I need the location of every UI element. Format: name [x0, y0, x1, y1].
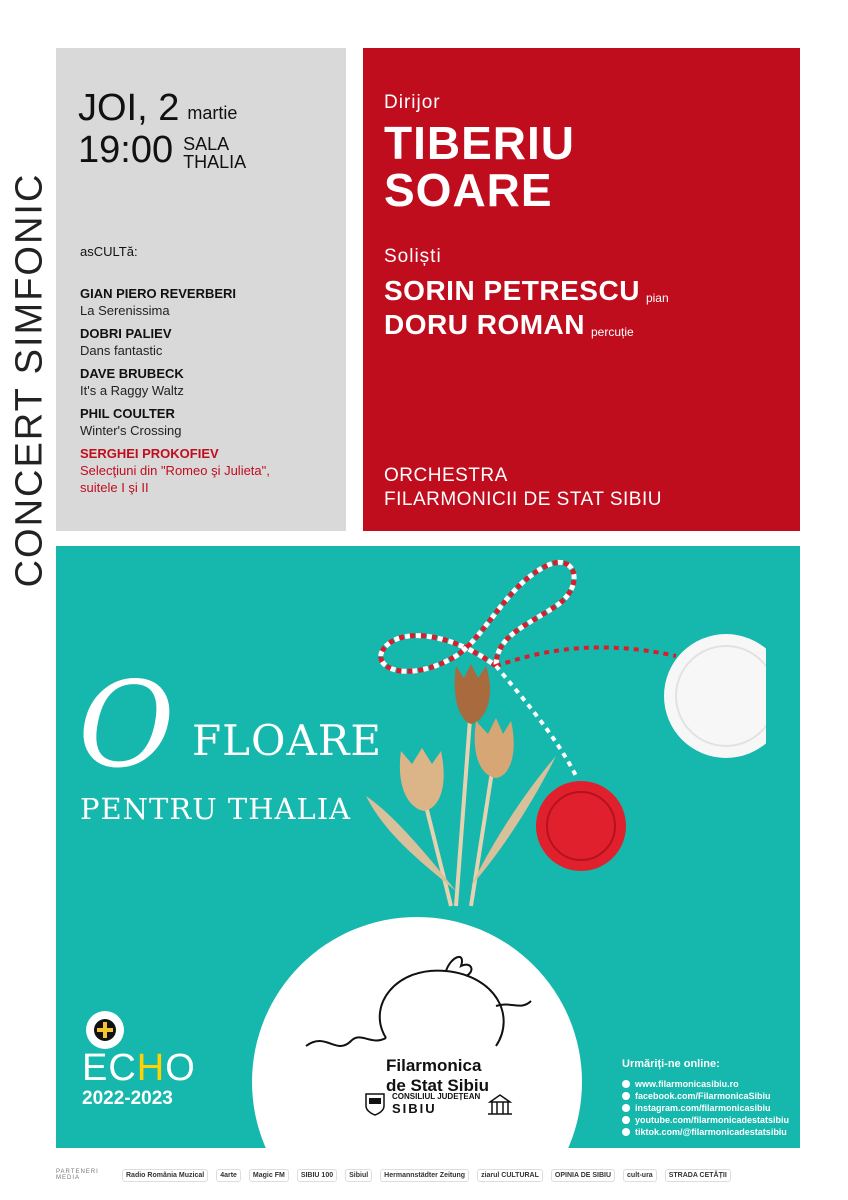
facebook-icon [622, 1092, 630, 1100]
partner-logo: 4arte [216, 1169, 241, 1182]
hero-panel [56, 546, 800, 1148]
media-partners [56, 1160, 800, 1190]
instagram-icon [622, 1104, 630, 1112]
logo-line2a: de Stat [386, 1076, 443, 1095]
work: It's a Raggy Waltz [80, 383, 184, 398]
season-echo [82, 1048, 196, 1110]
soloist-name: DORU ROMAN [384, 309, 585, 340]
composer: SERGHEI PROKOFIEV [80, 446, 219, 461]
conductor-name [384, 117, 575, 216]
program-heading: asCULTă: [80, 244, 138, 259]
filarmonica-logo-mark [296, 946, 536, 1066]
partner-logo: Radio România Muzical [122, 1169, 208, 1182]
echo-part-o: O [165, 1047, 196, 1089]
council-line2: SIBIU [392, 1101, 437, 1116]
venue-line2: THALIA [183, 152, 247, 172]
composer: DOBRI PALIEV [80, 326, 172, 341]
soloist [384, 310, 634, 340]
soloists-label: Soliști [384, 246, 442, 267]
work: Winter's Crossing [80, 423, 182, 438]
event-month: martie [187, 103, 238, 123]
soloist-instrument: percuție [591, 325, 634, 339]
partner-logo: Magic FM [249, 1169, 289, 1182]
vertical-title-text: CONCERT SIMFONIC [8, 172, 51, 588]
work: Selecţiuni din "Romeo şi Julieta", [80, 463, 270, 478]
council-building-icon [486, 1092, 514, 1116]
date-block [78, 88, 246, 171]
link-tiktok[interactable]: tiktok.com/@filarmonicadestatsibiu [622, 1126, 789, 1138]
council-line1: CONSILIUL JUDEȚEAN [392, 1092, 481, 1101]
program-item-highlight [80, 445, 340, 496]
link-website[interactable]: www.filarmonicasibiu.ro [622, 1078, 789, 1090]
title-subtitle: PENTRU THALIA [80, 792, 352, 826]
partner-logo: cult-ura [623, 1169, 657, 1182]
wooden-tulip [400, 748, 444, 811]
partner-logo: Sibiul [345, 1169, 372, 1182]
youtube-icon [622, 1116, 630, 1124]
wooden-leaf [366, 796, 456, 891]
composer: GIAN PIERO REVERBERI [80, 286, 237, 301]
event-time: 19:00 [78, 129, 174, 171]
program-item [80, 325, 340, 359]
soloist [384, 276, 669, 306]
online-links [622, 1058, 789, 1138]
orchestra-line2: FILARMONICII DE STAT SIBIU [384, 489, 662, 510]
red-yarn-ball [536, 781, 626, 871]
orchestra [384, 464, 662, 512]
program-item [80, 285, 340, 319]
composer: DAVE BRUBECK [80, 366, 184, 381]
performers-panel [363, 48, 800, 531]
conductor-first-name: TIBERIU [384, 117, 575, 169]
partner-logo: OPINIA DE SIBIU [551, 1169, 615, 1182]
partner-logo: Hermannstädter Zeitung [380, 1169, 469, 1182]
link-facebook[interactable]: facebook.com/FilarmonicaSibiu [622, 1090, 789, 1102]
globe-icon [622, 1080, 630, 1088]
partners-label: PARTENERI MEDIA [56, 1169, 99, 1181]
program-list [80, 285, 340, 502]
work-line2: suitele I şi II [80, 480, 149, 495]
link-instagram[interactable]: instagram.com/filarmonicasibiu [622, 1102, 789, 1114]
martisor-string-white [381, 562, 574, 671]
award-badge-icon [86, 1011, 124, 1049]
link-youtube[interactable]: youtube.com/filarmonicadestatsibiu [622, 1114, 789, 1126]
program-panel [56, 48, 346, 531]
logo-line1: Filarmonica [386, 1056, 482, 1075]
wooden-tulip [475, 718, 514, 778]
martisor-tulips-illustration [346, 546, 766, 926]
season-years: 2022-2023 [82, 1088, 173, 1109]
county-council-logo [364, 1092, 514, 1116]
partner-logo: STRADA CETĂȚII [665, 1169, 731, 1182]
partner-logo: SIBIU 100 [297, 1169, 337, 1182]
program-item [80, 405, 340, 439]
title-o: O [78, 656, 175, 794]
partner-logo: ziarul CULTURAL [477, 1169, 543, 1182]
work: La Serenissima [80, 303, 170, 318]
echo-part-h: H [136, 1047, 166, 1089]
logo-line2b: Sibiu [447, 1076, 489, 1095]
string-to-white-ball [496, 647, 676, 666]
conductor-last-name: SOARE [384, 164, 553, 216]
filarmonica-logo-text [386, 1056, 489, 1096]
county-crest-icon [364, 1092, 386, 1116]
orchestra-line1: ORCHESTRA [384, 465, 508, 486]
work: Dans fantastic [80, 343, 163, 358]
program-item [80, 365, 340, 399]
vertical-title [4, 120, 56, 640]
tiktok-icon [622, 1128, 630, 1136]
event-day: JOI, 2 [78, 87, 180, 129]
title-floare: FLOARE [192, 716, 383, 765]
composer: PHIL COULTER [80, 406, 175, 421]
martisor-string [381, 562, 574, 671]
soloist-instrument: pian [645, 291, 669, 305]
venue-line1: SALA [183, 134, 230, 154]
wooden-tulip [455, 664, 490, 724]
echo-part-a: EC [82, 1047, 137, 1089]
soloist-name: SORIN PETRESCU [384, 275, 640, 306]
conductor-label: Dirijor [384, 92, 441, 113]
online-title: Urmăriți-ne online: [622, 1058, 720, 1070]
